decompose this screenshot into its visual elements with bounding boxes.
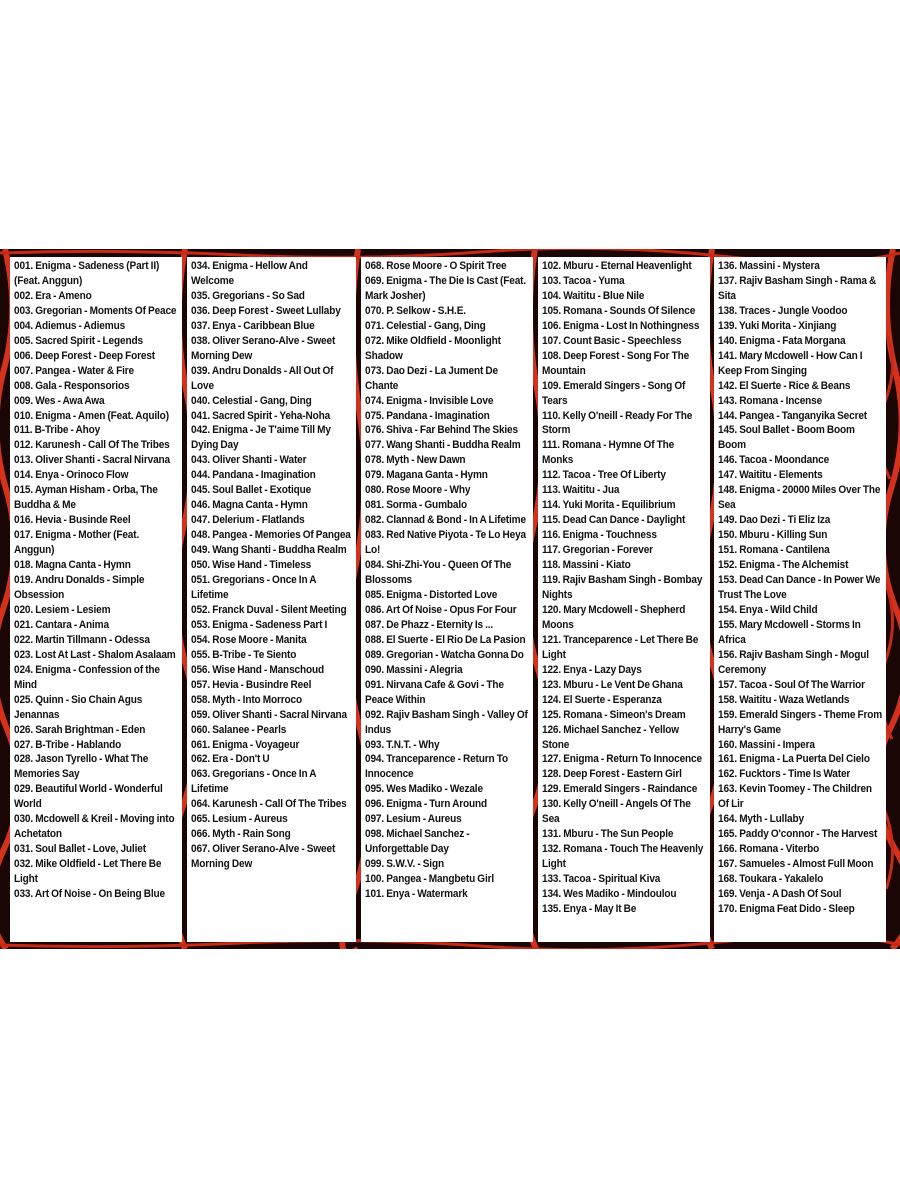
track-item: 117. Gregorian - Forever	[542, 544, 653, 557]
track-item: 032. Mike Oldfield - Let There Be Light	[14, 858, 162, 886]
track-item: 001. Enigma - Sadeness (Part II) (Feat. Anggun)	[14, 260, 160, 287]
track-item: 020. Lesiem - Lesiem	[14, 603, 111, 616]
track-item: 005. Sacred Spirit - Legends	[14, 334, 143, 347]
track-item: 047. Delerium - Flatlands	[191, 514, 305, 527]
track-item: 015. Ayman Hisham - Orba, The Buddha & Me	[14, 484, 158, 512]
track-item: 069. Enigma - The Die Is Cast (Feat. Mark Josher)	[365, 274, 527, 302]
track-item: 025. Quinn - Sio Chain Agus Jenannas	[14, 693, 143, 721]
track-item: 091. Nirvana Cafe & Govi - The Peace Within	[365, 678, 504, 706]
track-item: 008. Gala - Responsorios	[14, 379, 130, 392]
track-item: 016. Hevia - Businde Reel	[14, 514, 131, 527]
track-item: 023. Lost At Last - Shalom Asalaam	[14, 648, 176, 661]
track-item: 065. Lesium - Aureus	[191, 813, 288, 826]
track-item: 042. Enigma - Je T'aime Till My Dying Day	[191, 424, 331, 452]
track-item: 056. Wise Hand - Manschoud	[191, 663, 324, 676]
track-item: 052. Franck Duval - Silent Meeting	[191, 603, 347, 616]
track-item: 145. Soul Ballet - Boom Boom Boom	[718, 424, 855, 452]
track-item: 124. El Suerte - Esperanza	[542, 693, 662, 706]
track-item: 018. Magna Canta - Hymn	[14, 559, 131, 572]
track-item: 078. Myth - New Dawn	[365, 454, 466, 467]
track-item: 081. Sorma - Gumbalo	[365, 499, 467, 512]
track-item: 003. Gregorian - Moments Of Peace	[14, 304, 177, 317]
track-item: 077. Wang Shanti - Buddha Realm	[365, 439, 521, 452]
track-item: 030. Mcdowell & Kreil - Moving into Achetaton	[14, 813, 175, 841]
track-item: 090. Massini - Alegria	[365, 663, 463, 676]
track-item: 167. Samueles - Almost Full Moon	[718, 858, 874, 871]
track-item: 169. Venja - A Dash Of Soul	[718, 888, 842, 901]
tracklist-column-5	[714, 257, 886, 942]
tracklist-sheet	[0, 249, 900, 949]
track-item: 096. Enigma - Turn Around	[365, 798, 488, 811]
track-item: 108. Deep Forest - Song For The Mountain	[542, 349, 690, 377]
track-item: 075. Pandana - Imagination	[365, 409, 490, 422]
track-item: 073. Dao Dezi - La Jument De Chante	[365, 364, 498, 392]
track-item: 067. Oliver Serano-Alve - Sweet Morning Dew	[191, 843, 336, 871]
track-item: 155. Mary Mcdowell - Storms In Africa	[718, 618, 861, 646]
track-item: 121. Tranceparence - Let There Be Light	[542, 633, 699, 661]
track-list	[718, 259, 883, 917]
track-item: 152. Enigma - The Alchemist	[718, 559, 849, 572]
track-list	[191, 259, 353, 872]
track-item: 040. Celestial - Gang, Ding	[191, 394, 312, 407]
track-item: 112. Tacoa - Tree Of Liberty	[542, 469, 666, 482]
track-item: 142. El Suerte - Rice & Beans	[718, 379, 851, 392]
track-item: 136. Massini - Mystera	[718, 260, 820, 272]
track-item: 114. Yuki Morita - Equilibrium	[542, 499, 676, 512]
track-item: 151. Romana - Cantilena	[718, 544, 830, 557]
track-item: 076. Shiva - Far Behind The Skies	[365, 424, 518, 437]
track-item: 074. Enigma - Invisible Love	[365, 394, 494, 407]
track-item: 031. Soul Ballet - Love, Juliet	[14, 843, 146, 856]
track-item: 059. Oliver Shanti - Sacral Nirvana	[191, 708, 347, 721]
track-item: 103. Tacoa - Yuma	[542, 274, 625, 287]
track-item: 057. Hevia - Busindre Reel	[191, 678, 312, 691]
track-item: 022. Martin Tillmann - Odessa	[14, 633, 150, 646]
track-item: 041. Sacred Spirit - Yeha-Noha	[191, 409, 331, 422]
track-item: 141. Mary Mcdowell - How Can I Keep From Singing	[718, 349, 863, 377]
track-item: 004. Adiemus - Adiemus	[14, 319, 126, 332]
track-item: 013. Oliver Shanti - Sacral Nirvana	[14, 454, 170, 467]
track-item: 130. Kelly O'neill - Angels Of The Sea	[542, 798, 691, 826]
track-item: 068. Rose Moore - O Spirit Tree	[365, 260, 507, 272]
tracklist-column-2	[187, 257, 356, 942]
track-item: 014. Enya - Orinoco Flow	[14, 469, 129, 482]
tracklist-column-3	[361, 257, 533, 942]
track-item: 106. Enigma - Lost In Nothingness	[542, 319, 700, 332]
track-item: 028. Jason Tyrello - What The Memories Say	[14, 753, 149, 781]
track-item: 058. Myth - Into Morroco	[191, 693, 302, 706]
track-item: 101. Enya - Watermark	[365, 888, 468, 901]
track-item: 122. Enya - Lazy Days	[542, 663, 642, 676]
track-item: 006. Deep Forest - Deep Forest	[14, 349, 156, 362]
track-item: 127. Enigma - Return To Innocence	[542, 753, 702, 766]
track-item: 012. Karunesh - Call Of The Tribes	[14, 439, 170, 452]
track-item: 080. Rose Moore - Why	[365, 484, 471, 497]
track-item: 027. B-Tribe - Hablando	[14, 738, 122, 751]
track-item: 144. Pangea - Tanganyika Secret	[718, 409, 868, 422]
track-item: 026. Sarah Brightman - Eden	[14, 723, 146, 736]
track-item: 010. Enigma - Amen (Feat. Aquilo)	[14, 409, 169, 422]
track-item: 119. Rajiv Basham Singh - Bombay Nights	[542, 574, 703, 601]
track-item: 116. Enigma - Touchness	[542, 529, 657, 542]
track-item: 053. Enigma - Sadeness Part I	[191, 618, 328, 631]
track-item: 113. Waititu - Jua	[542, 484, 620, 497]
track-item: 061. Enigma - Voyageur	[191, 738, 300, 751]
track-item: 126. Michael Sanchez - Yellow Stone	[542, 723, 679, 751]
track-item: 157. Tacoa - Soul Of The Warrior	[718, 678, 865, 691]
track-item: 085. Enigma - Distorted Love	[365, 588, 498, 601]
track-item: 054. Rose Moore - Manita	[191, 633, 307, 646]
track-item: 070. P. Selkow - S.H.E.	[365, 304, 466, 317]
track-item: 148. Enigma - 20000 Miles Over The Sea	[718, 484, 881, 512]
track-item: 154. Enya - Wild Child	[718, 603, 818, 616]
track-item: 007. Pangea - Water & Fire	[14, 364, 134, 377]
track-item: 099. S.W.V. - Sign	[365, 858, 444, 871]
track-item: 049. Wang Shanti - Buddha Realm	[191, 544, 347, 557]
track-item: 107. Count Basic - Speechless	[542, 334, 682, 347]
track-item: 046. Magna Canta - Hymn	[191, 499, 308, 512]
track-item: 097. Lesium - Aureus	[365, 813, 462, 826]
track-item: 039. Andru Donalds - All Out Of Love	[191, 364, 334, 392]
track-item: 045. Soul Ballet - Exotique	[191, 484, 312, 497]
track-item: 072. Mike Oldfield - Moonlight Shadow	[365, 334, 501, 362]
track-item: 095. Wes Madiko - Wezale	[365, 783, 483, 796]
track-list	[365, 259, 530, 902]
track-item: 037. Enya - Caribbean Blue	[191, 319, 315, 332]
track-item: 055. B-Tribe - Te Siento	[191, 648, 297, 661]
track-item: 149. Dao Dezi - Ti Eliz Iza	[718, 514, 831, 527]
track-item: 092. Rajiv Basham Singh - Valley Of Indus	[365, 708, 528, 736]
track-item: 125. Romana - Simeon's Dream	[542, 708, 686, 721]
track-item: 060. Salanee - Pearls	[191, 723, 287, 736]
track-item: 043. Oliver Shanti - Water	[191, 454, 307, 467]
track-item: 088. El Suerte - El Rio De La Pasion	[365, 633, 526, 646]
track-item: 150. Mburu - Killing Sun	[718, 529, 828, 542]
track-item: 017. Enigma - Mother (Feat. Anggun)	[14, 529, 140, 557]
track-item: 105. Romana - Sounds Of Silence	[542, 304, 696, 317]
track-item: 035. Gregorians - So Sad	[191, 289, 305, 302]
track-item: 083. Red Native Piyota - Te Lo Heya Lo!	[365, 529, 526, 557]
track-item: 123. Mburu - Le Vent De Ghana	[542, 678, 683, 691]
track-item: 138. Traces - Jungle Voodoo	[718, 304, 848, 317]
tracklist-column-1	[10, 257, 182, 942]
track-item: 094. Tranceparence - Return To Innocence	[365, 753, 508, 781]
track-item: 038. Oliver Serano-Alve - Sweet Morning Dew	[191, 334, 336, 362]
track-item: 129. Emerald Singers - Raindance	[542, 783, 698, 796]
track-item: 024. Enigma - Confession of the Mind	[14, 663, 160, 691]
track-item: 033. Art Of Noise - On Being Blue	[14, 888, 165, 901]
track-item: 098. Michael Sanchez - Unforgettable Day	[365, 828, 470, 856]
track-item: 009. Wes - Awa Awa	[14, 394, 105, 407]
track-item: 131. Mburu - The Sun People	[542, 828, 674, 841]
track-item: 164. Myth - Lullaby	[718, 813, 804, 826]
track-item: 021. Cantara - Anima	[14, 618, 109, 631]
track-item: 109. Emerald Singers - Song Of Tears	[542, 379, 686, 407]
track-item: 044. Pandana - Imagination	[191, 469, 316, 482]
track-item: 011. B-Tribe - Ahoy	[14, 424, 101, 437]
track-item: 135. Enya - May It Be	[542, 902, 637, 915]
track-item: 071. Celestial - Gang, Ding	[365, 319, 486, 332]
track-item: 140. Enigma - Fata Morgana	[718, 334, 846, 347]
track-item: 170. Enigma Feat Dido - Sleep	[718, 902, 855, 915]
track-item: 048. Pangea - Memories Of Pangea	[191, 529, 351, 542]
track-item: 093. T.N.T. - Why	[365, 738, 440, 751]
track-item: 153. Dead Can Dance - In Power We Trust The Love	[718, 574, 881, 601]
tracklist-column-4	[538, 257, 710, 942]
track-item: 158. Waititu - Waza Wetlands	[718, 693, 850, 706]
track-item: 064. Karunesh - Call Of The Tribes	[191, 798, 347, 811]
track-item: 162. Fucktors - Time Is Water	[718, 768, 851, 781]
track-list	[542, 259, 707, 917]
track-item: 104. Waititu - Blue Nile	[542, 289, 645, 302]
track-item: 139. Yuki Morita - Xinjiang	[718, 319, 837, 332]
track-item: 102. Mburu - Eternal Heavenlight	[542, 260, 692, 272]
track-item: 050. Wise Hand - Timeless	[191, 559, 312, 572]
track-item: 066. Myth - Rain Song	[191, 828, 291, 841]
track-item: 161. Enigma - La Puerta Del Cielo	[718, 753, 870, 766]
track-item: 082. Clannad & Bond - In A Lifetime	[365, 514, 526, 527]
track-list	[14, 259, 179, 902]
track-item: 137. Rajiv Basham Singh - Rama & Sita	[718, 274, 877, 302]
track-item: 029. Beautiful World - Wonderful World	[14, 783, 163, 811]
track-item: 134. Wes Madiko - Mindoulou	[542, 888, 677, 901]
track-item: 019. Andru Donalds - Simple Obsession	[14, 574, 145, 601]
track-item: 084. Shi-Zhi-You - Queen Of The Blossoms	[365, 559, 512, 587]
track-item: 168. Toukara - Yakalelo	[718, 873, 824, 886]
track-item: 002. Era - Ameno	[14, 289, 92, 302]
track-item: 120. Mary Mcdowell - Shepherd Moons	[542, 603, 686, 631]
track-item: 128. Deep Forest - Eastern Girl	[542, 768, 682, 781]
track-item: 159. Emerald Singers - Theme From Harry's Game	[718, 708, 883, 736]
track-item: 165. Paddy O'connor - The Harvest	[718, 828, 878, 841]
track-item: 087. De Phazz - Eternity Is ...	[365, 618, 494, 631]
track-item: 118. Massini - Kiato	[542, 559, 631, 572]
track-item: 166. Romana - Viterbo	[718, 843, 820, 856]
track-item: 156. Rajiv Basham Singh - Mogul Ceremony	[718, 648, 869, 676]
track-item: 160. Massini - Impera	[718, 738, 815, 751]
track-item: 110. Kelly O'neill - Ready For The Storm	[542, 409, 693, 437]
track-item: 086. Art Of Noise - Opus For Four	[365, 603, 517, 616]
track-item: 111. Romana - Hymne Of The Monks	[542, 439, 675, 467]
track-item: 063. Gregorians - Once In A Lifetime	[191, 768, 317, 796]
track-item: 089. Gregorian - Watcha Gonna Do	[365, 648, 524, 661]
track-item: 143. Romana - Incense	[718, 394, 823, 407]
track-item: 100. Pangea - Mangbetu Girl	[365, 873, 495, 886]
track-item: 146. Tacoa - Moondance	[718, 454, 830, 467]
track-item: 163. Kevin Toomey - The Children Of Lir	[718, 783, 872, 811]
track-item: 147. Waititu - Elements	[718, 469, 823, 482]
track-item: 132. Romana - Touch The Heavenly Light	[542, 843, 704, 871]
track-item: 079. Magana Ganta - Hymn	[365, 469, 488, 482]
track-item: 133. Tacoa - Spiritual Kiva	[542, 873, 661, 886]
track-item: 036. Deep Forest - Sweet Lullaby	[191, 304, 341, 317]
track-item: 062. Era - Don't U	[191, 753, 270, 766]
track-item: 034. Enigma - Hellow And Welcome	[191, 260, 308, 287]
track-item: 051. Gregorians - Once In A Lifetime	[191, 574, 317, 601]
track-item: 115. Dead Can Dance - Daylight	[542, 514, 686, 527]
